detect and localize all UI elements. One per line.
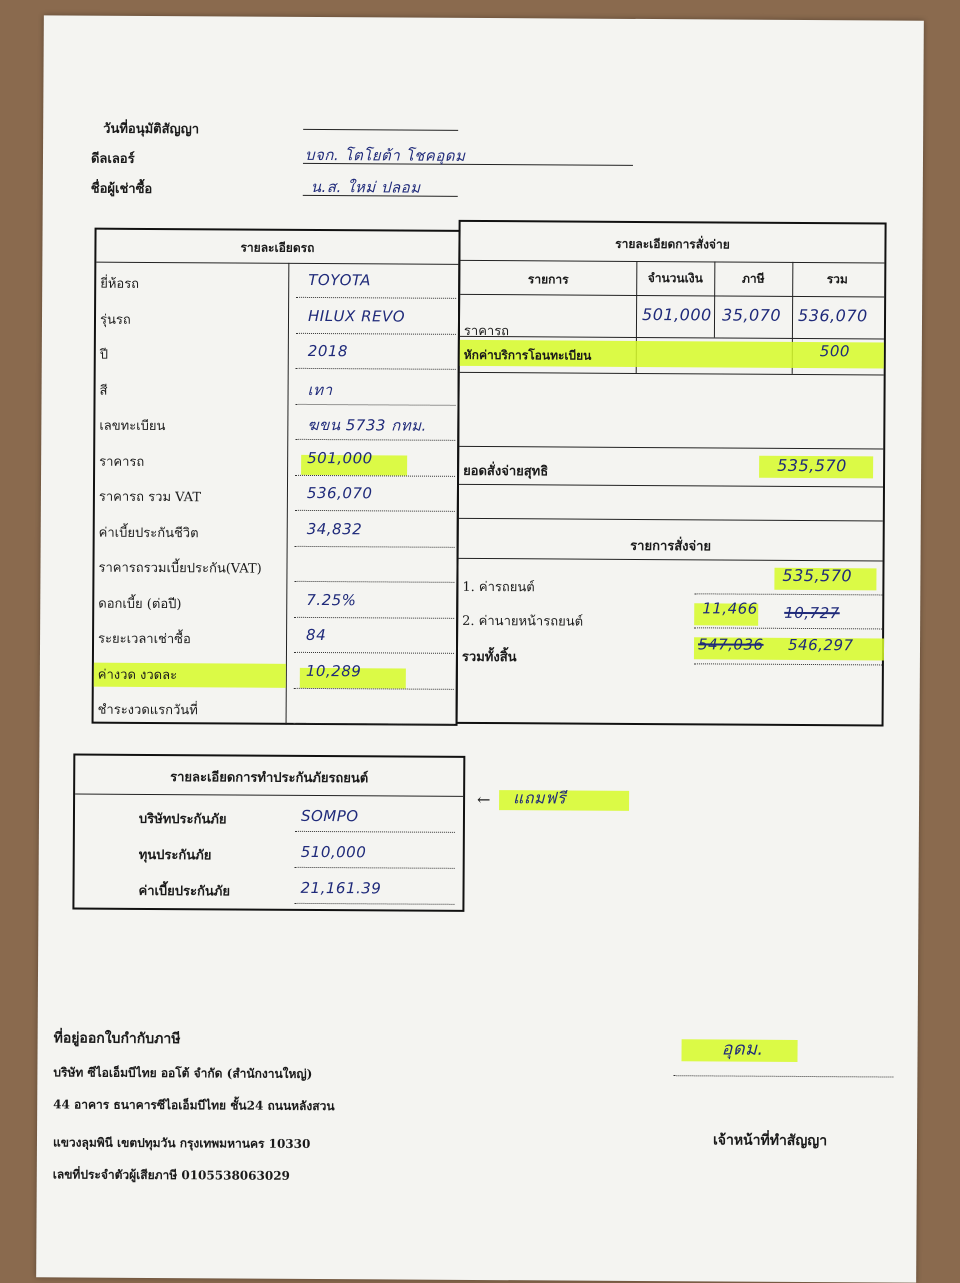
car-price-label: ราคารถ	[463, 323, 510, 340]
car-detail-label: สี	[99, 383, 108, 399]
car-detail-label: ค่าเบี้ยประกันชีวิต	[98, 525, 199, 541]
car-detail-label: ระยะเวลาเช่าซื้อ	[98, 631, 191, 648]
car-detail-value: 501,000	[307, 448, 373, 467]
insurance-dotline	[295, 867, 455, 869]
deduct-label: หักค่าบริการโอนทะเบียน	[463, 347, 592, 363]
car-detail-label: ยี่ห้อรถ	[100, 276, 140, 292]
deduct-total: 500	[819, 342, 851, 361]
lessee-value: น.ส. ใหม่ ปลอม	[310, 177, 421, 197]
car-detail-dotline	[295, 439, 455, 441]
approve-date-line	[303, 129, 458, 131]
car-detail-dotline	[296, 332, 456, 334]
insurance-label: บริษัทประกันภัย	[138, 811, 227, 828]
car-details-table	[92, 228, 461, 726]
car-price-tax: 35,070	[721, 305, 782, 325]
col-amount: จำนวนเงิน	[647, 271, 703, 286]
insurance-value: 510,000	[300, 842, 367, 862]
arrow-icon: ←	[477, 789, 491, 810]
car-detail-dotline	[294, 652, 454, 654]
car-detail-value: 34,832	[306, 519, 363, 538]
signer-label: เจ้าหน้าที่ทำสัญญา	[712, 1132, 828, 1150]
lessee-label: ชื่อผู้เช่าซื้อ	[90, 181, 153, 197]
side-note: แถมฟรี	[513, 788, 567, 808]
car-detail-dotline	[296, 297, 456, 299]
insurance-table	[72, 754, 465, 912]
order-item-1-value: 535,570	[782, 565, 853, 586]
order-item-1-label: 1. ค่ารถยนต์	[462, 579, 535, 596]
car-price-amount: 501,000	[641, 304, 712, 325]
col-item: รายการ	[527, 272, 569, 287]
tax-address-title: ที่อยู่ออกใบกำกับภาษี	[53, 1030, 181, 1048]
tax-address-line2: 44 อาคาร ธนาคารซีไอเอ็มบีไทย ชั้น24 ถนนหลังสวน	[53, 1097, 335, 1114]
tax-address-line3: แขวงลุมพินี เขตปทุมวัน กรุงเทพมหานคร 10330	[52, 1135, 311, 1151]
car-detail-dotline	[295, 474, 455, 476]
payment-details-table	[456, 220, 887, 727]
order-item-2-label: 2. ค่านายหน้ารถยนต์	[462, 613, 584, 630]
car-detail-value: เทา	[307, 380, 333, 399]
car-detail-dotline	[294, 616, 454, 618]
car-detail-label: ราคารถรวมเบี้ยประกัน(VAT)	[98, 560, 262, 577]
insurance-value: SOMPO	[300, 806, 359, 826]
order-title: รายการสั่งจ่าย	[630, 538, 712, 555]
insurance-label: ทุนประกันภัย	[138, 847, 212, 864]
car-details-title: รายละเอียดรถ	[240, 240, 315, 255]
car-detail-label: รุ่นรถ	[99, 312, 131, 328]
col-tax: ภาษี	[741, 271, 765, 286]
car-detail-label: ราคารถ	[99, 454, 145, 470]
dealer-label: ดีลเลอร์	[90, 151, 135, 167]
col-total: รวม	[826, 272, 848, 287]
insurance-value: 21,161.39	[300, 878, 382, 898]
car-detail-dotline	[294, 723, 454, 725]
contract-sheet	[36, 15, 924, 1282]
dealer-value: บจก. โตโยต้า โชคอุดม	[304, 145, 466, 165]
car-detail-dotline	[294, 687, 454, 689]
signature: อุดม.	[721, 1038, 764, 1060]
car-detail-dotline	[295, 545, 455, 547]
order-item-2-value: 11,466	[702, 599, 758, 618]
car-detail-value: 84	[306, 625, 327, 645]
insurance-title: รายละเอียดการทำประกันภัยรถยนต์	[170, 770, 369, 787]
car-detail-label: ราคารถ รวม VAT	[98, 489, 202, 506]
tax-id-line: เลขที่ประจำตัวผู้เสียภาษี 0105538063029	[52, 1167, 290, 1183]
car-price-total: 536,070	[797, 305, 868, 326]
car-detail-value: 536,070	[306, 483, 373, 503]
car-detail-value: 2018	[307, 341, 349, 361]
car-detail-dotline	[296, 368, 456, 370]
car-detail-dotline	[295, 403, 455, 405]
net-label: ยอดสั่งจ่ายสุทธิ	[463, 463, 549, 480]
car-detail-value: ฆขน 5733 กทม.	[307, 415, 427, 435]
car-detail-label: ชำระงวดแรกวันที่	[97, 702, 198, 719]
payment-details-title: รายละเอียดการสั่งจ่าย	[615, 236, 730, 252]
grand-total-value-struck: 547,036	[697, 635, 764, 654]
car-detail-value: 10,289	[305, 661, 362, 680]
insurance-label: ค่าเบี้ยประกันภัย	[138, 883, 231, 900]
car-detail-value: TOYOTA	[308, 270, 372, 290]
car-detail-dotline	[294, 581, 454, 583]
car-detail-label: เลขทะเบียน	[99, 418, 166, 435]
car-detail-dotline	[295, 510, 455, 512]
car-detail-value: 7.25%	[306, 590, 357, 609]
approve-date-label: วันที่อนุมัติสัญญา	[103, 121, 200, 138]
insurance-dotline	[294, 903, 454, 905]
car-detail-label: ดอกเบี้ย (ต่อปี)	[98, 596, 182, 612]
car-detail-label: ค่างวด งวดละ	[94, 662, 286, 687]
car-detail-value: HILUX REVO	[307, 306, 406, 326]
car-detail-label: ปี	[99, 347, 109, 363]
tax-address-line1: บริษัท ซีไอเอ็มบีไทย ออโต้ จำกัด (สำนักงานใหญ่)	[53, 1065, 313, 1081]
grand-total-label: รวมทั้งสิ้น	[461, 649, 517, 666]
net-value: 535,570	[777, 455, 847, 476]
grand-total-value: 546,297	[787, 635, 854, 655]
order-item-2-value-struck: 10,727	[784, 603, 840, 623]
insurance-dotline	[295, 831, 455, 833]
